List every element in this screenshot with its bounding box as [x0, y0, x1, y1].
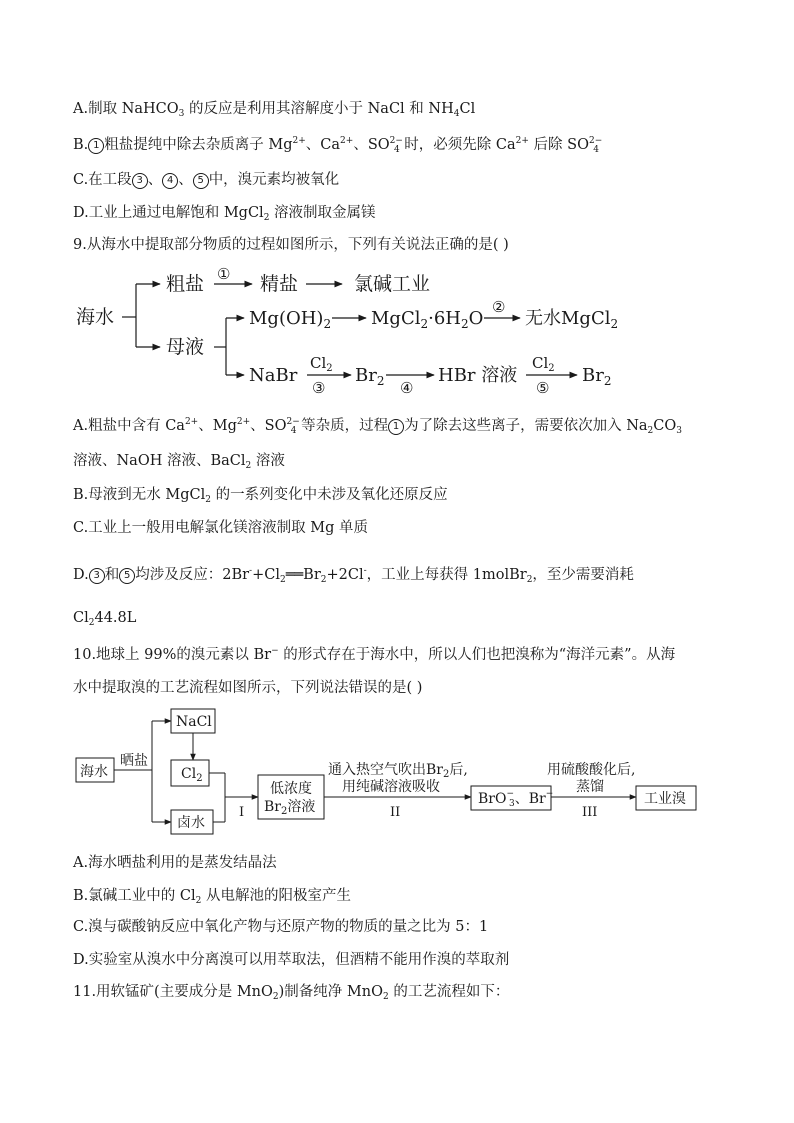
q10-option-b: B.氯碱工业中的 $Cl_2$ 从电解池的阳极室产生 — [73, 888, 351, 906]
bro3-br-node: BrO− 3、Br− — [478, 789, 554, 809]
industrial-bromine-node: 工业溴 — [644, 791, 686, 807]
q9-flow-diagram — [74, 262, 644, 397]
seawater-node: 海水 — [80, 764, 108, 780]
q9-option-a-cont: 溶液、NaOH 溶液、BaCl$_2$ 溶液 — [73, 453, 285, 471]
evaporation-label: 晒盐 — [120, 753, 148, 769]
q8-option-a: A.制取 NaHCO$_3$ 的反应是利用其溶解度小于 NaCl 和 $NH_4Cl$ — [73, 101, 476, 119]
q10-stem-1: 10.地球上 99%的溴元素以 Br− 的形式存在于海水中，所以人们也把溴称为“海洋元素”。从海 — [73, 646, 676, 663]
q8-option-c: C.在工段 3 、 4 、 5 中，溴元素均被氧化 — [73, 172, 340, 188]
q9-option-c: C.工业上一般用电解氯化镁溶液制取 Mg 单质 — [73, 520, 369, 536]
q10-option-d: D.实验室从溴水中分离溴可以用萃取法，但酒精不能用作溴的萃取剂 — [73, 952, 510, 968]
q11-stem: 11.用软锰矿(主要成分是 MnO$_2$)制备纯净 MnO$_2$ 的工艺流程如下： — [73, 984, 510, 1002]
step-1-marker: 1 — [88, 138, 104, 154]
low-conc-label-2: $Br_2$溶液 — [264, 799, 316, 817]
q9-option-d: D. 3 和 5 均涉及反应：$2Br^-+Cl_2══Br_2+2Cl^-$，工业上每获得 1molBr$_2$，至少需要消耗 — [73, 566, 634, 585]
cl2-reagent-1: $Cl_2$ — [310, 354, 333, 374]
anhydrous-mgcl2-node: 无水MgCl$_2$ — [525, 308, 619, 331]
crude-salt-node: 粗盐 — [166, 273, 205, 295]
step-iii-condition-2: 蒸馏 — [576, 779, 604, 795]
mgcl2-hydrate-node: $MgCl_2\cdot 6H_2O$ — [371, 308, 484, 331]
step-5-marker: 5 — [193, 173, 209, 189]
q9-option-d-cont: $Cl_244.8L$ — [73, 610, 137, 628]
q9-option-a: A.粗盐中含有 $Ca^{2+}$、$Mg^{2+}$、$SO^{2-}_4$ 等杂质，过程 1 为了除去这些离子，需要依次加入 $Na_2CO_3$ — [73, 417, 682, 436]
q10-flow-diagram — [74, 706, 710, 840]
step-2-label: ② — [492, 298, 506, 316]
step-1-label: ① — [217, 265, 231, 283]
q9-stem: 9.从海水中提取部分物质的过程如图所示，下列有关说法正确的是( ) — [73, 237, 509, 253]
cl2-reagent-2: $Cl_2$ — [532, 354, 555, 374]
br2-node-2: $Br_2$ — [582, 365, 612, 388]
nabr-node: NaBr — [249, 365, 298, 386]
step-3-label: ③ — [312, 379, 326, 397]
low-conc-label-1: 低浓度 — [270, 781, 312, 797]
refined-salt-node: 精盐 — [260, 273, 299, 295]
nacl-node: NaCl — [176, 714, 212, 730]
mother-liquor-node: 母液 — [166, 336, 205, 358]
q9-option-b: B.母液到无水 MgCl$_2$ 的一系列变化中未涉及氧化还原反应 — [73, 487, 448, 505]
step-iii-condition-1: 用硫酸酸化后, — [547, 762, 636, 778]
brine-node: 卤水 — [177, 815, 205, 831]
mgoh2-node: $Mg(OH)_2$ — [249, 308, 332, 331]
step-iii-label: III — [582, 805, 598, 820]
step-i-label: I — [239, 805, 245, 820]
step-3-marker: 3 — [132, 173, 148, 189]
q10-stem-2: 水中提取溴的工艺流程如图所示，下列说法错误的是( ) — [73, 680, 423, 696]
q8-option-b: B. 1 粗盐提纯中除去杂质离子 $Mg^{2+}$、$Ca^{2+}$、$SO^{2-}_4$ 时，必须先除 $Ca^{2+}$ 后除 $SO^{2-}_4$ — [73, 136, 603, 155]
step-5-marker: 5 — [119, 568, 135, 584]
step-ii-condition-2: 用纯碱溶液吸收 — [342, 779, 440, 795]
q10-option-a: A.海水晒盐利用的是蒸发结晶法 — [73, 855, 277, 871]
br2-node-1: $Br_2$ — [355, 365, 385, 388]
step-4-label: ④ — [400, 379, 414, 397]
step-5-label: ⑤ — [536, 379, 550, 397]
step-1-marker: 1 — [388, 419, 404, 435]
q10-option-c: C.溴与碳酸钠反应中氧化产物与还原产物的物质的量之比为 5：1 — [73, 919, 489, 935]
step-3-marker: 3 — [89, 568, 105, 584]
q8-option-d: D.工业上通过电解饱和 MgCl$_2$ 溶液制取金属镁 — [73, 205, 376, 223]
step-4-marker: 4 — [162, 173, 178, 189]
cl2-node: $Cl_2$ — [181, 766, 203, 784]
seawater-node: 海水 — [76, 306, 115, 328]
hbr-solution-node: HBr 溶液 — [438, 365, 518, 386]
chlor-alkali-node: 氯碱工业 — [354, 273, 431, 295]
step-ii-condition-1: 通入热空气吹出$Br_2$后, — [328, 762, 468, 780]
step-ii-label: II — [390, 805, 401, 820]
